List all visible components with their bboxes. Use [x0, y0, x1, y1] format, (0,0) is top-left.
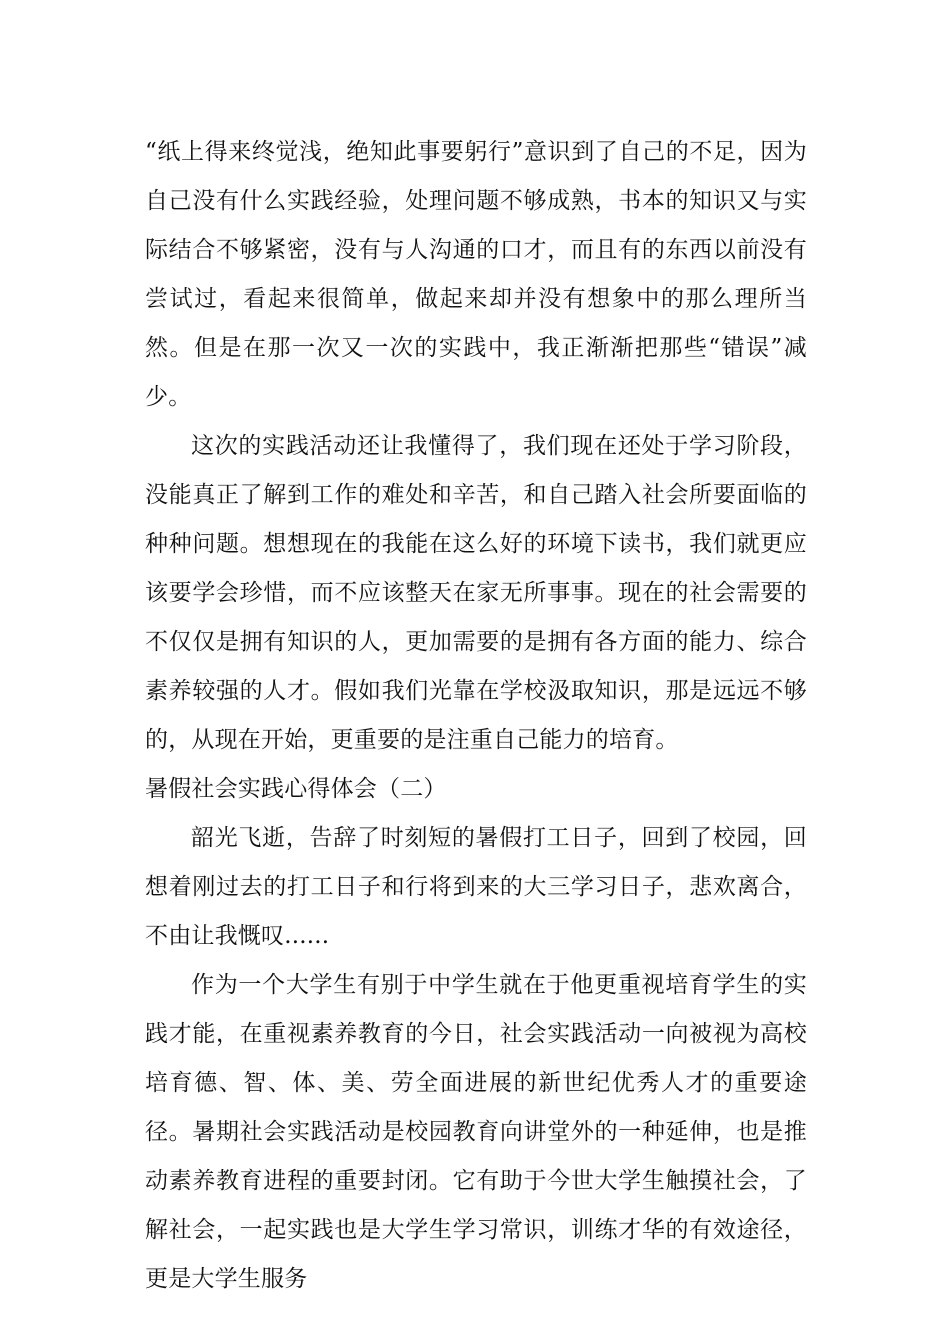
- body-paragraph: 韶光飞逝，告辞了时刻短的暑假打工日子，回到了校园，回想着刚过去的打工日子和行将到来的大三学习日子，悲欢离合，不由让我慨叹......: [145, 825, 807, 949]
- body-paragraph: 这次的实践活动还让我懂得了，我们现在还处于学习阶段，没能真正了解到工作的难处和辛苦，和自己踏入社会所要面临的种种问题。想想现在的我能在这么好的环境下读书，我们就更应该要学会珍惜，而不应该整天在家无所事事。现在的社会需要的不仅仅是拥有知识的人，更加需要的是拥有各方面的能力、综合素养较强的人才。假如我们光靠在学校汲取知识，那是远远不够的，从现在开始，更重要的是注重自己能力的培育。: [145, 433, 807, 753]
- section-title: 暑假社会实践心得体会（二）: [145, 776, 447, 802]
- body-paragraph: 作为一个大学生有别于中学生就在于他更重视培育学生的实践才能，在重视素养教育的今日，社会实践活动一向被视为高校培育德、智、体、美、劳全面进展的新世纪优秀人才的重要途径。暑期社会实践活动是校园教育向讲堂外的一种延伸，也是推动素养教育进程的重要封闭。它有助于今世大学生触摸社会，了解社会，一起实践也是大学生学习常识，训练才华的有效途径，更是大学生服务: [145, 972, 807, 1292]
- document-body: [145, 128, 807, 1304]
- body-paragraph: “纸上得来终觉浅，绝知此事要躬行”意识到了自己的不足，因为自己没有什么实践经验，处理问题不够成熟，书本的知识又与实际结合不够紧密，没有与人沟通的口才，而且有的东西以前没有尝试过，看起来很简单，做起来却并没有想象中的那么理所当然。但是在那一次又一次的实践中，我正渐渐把那些“错误”减少。: [145, 139, 807, 410]
